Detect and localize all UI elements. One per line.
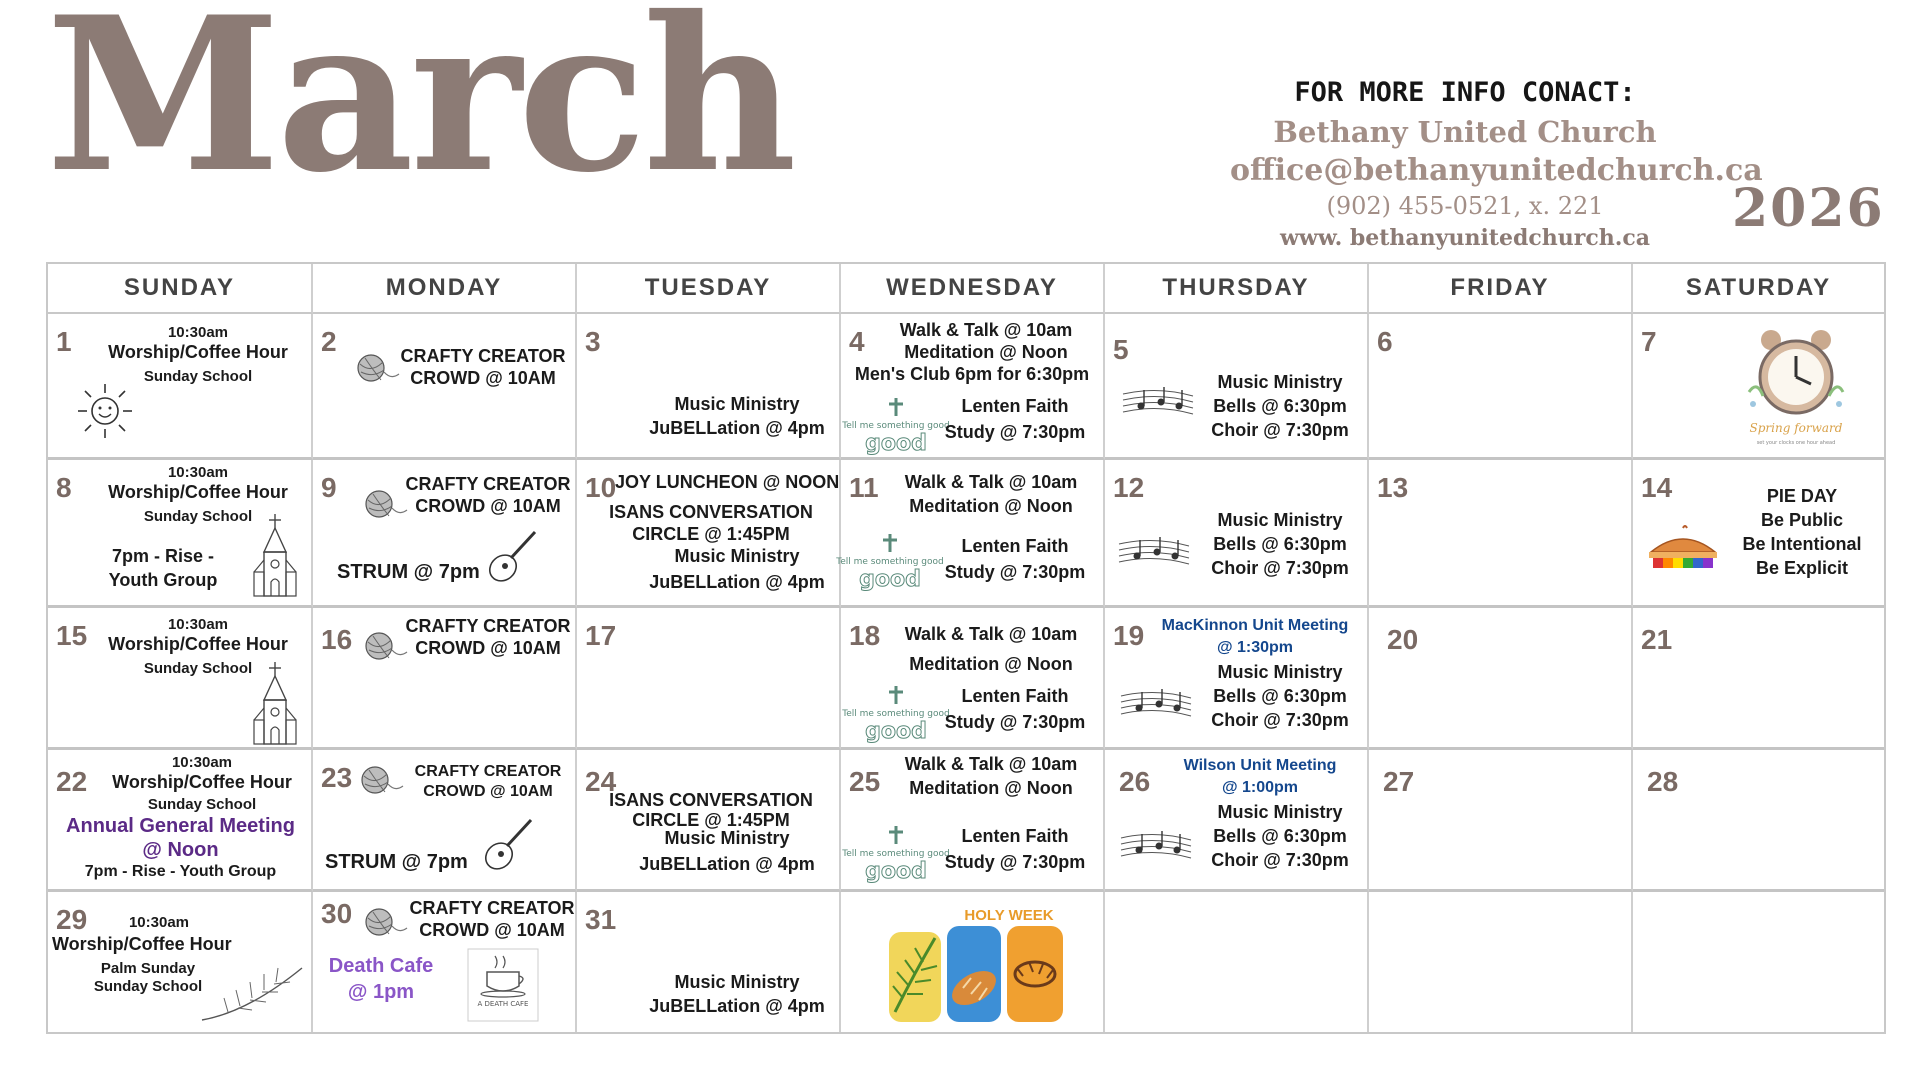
day-cell-12[interactable] bbox=[1105, 460, 1369, 608]
day-cell-22[interactable] bbox=[48, 750, 313, 892]
svg-text:A DEATH CAFE: A DEATH CAFE bbox=[477, 1000, 529, 1008]
day-number: 11 bbox=[849, 472, 879, 503]
event-agm-time: @ Noon bbox=[142, 839, 219, 861]
day-number: 5 bbox=[1113, 334, 1129, 365]
event-time: 10:30am bbox=[171, 754, 233, 771]
alarm-clock-icon bbox=[1741, 322, 1851, 450]
event-time: 10:30am bbox=[167, 616, 229, 633]
day-cell-3[interactable] bbox=[577, 314, 841, 460]
holy-week-icon bbox=[885, 902, 1069, 1026]
event-time: 10:30am bbox=[167, 464, 229, 481]
empty-cell bbox=[1633, 892, 1884, 1032]
event-lenten-faith: Lenten Faith bbox=[961, 826, 1069, 846]
event-unit-meeting: Wilson Unit Meeting bbox=[1183, 757, 1337, 774]
calendar-grid bbox=[46, 262, 1886, 1034]
event-crafty-time: CROWD @ 10AM bbox=[415, 638, 561, 658]
event-pie-day: PIE DAY bbox=[1766, 486, 1838, 506]
event-crafty-creator: CRAFTY CREATOR bbox=[400, 346, 566, 366]
event-crafty-creator: CRAFTY CREATOR bbox=[414, 763, 562, 780]
church-icon bbox=[250, 660, 300, 750]
event-choir: Choir @ 7:30pm bbox=[1211, 558, 1349, 578]
event-jubellation: JuBELLation @ 4pm bbox=[649, 572, 825, 592]
event-crafty-creator: CRAFTY CREATOR bbox=[405, 616, 571, 636]
lenten-logo-icon bbox=[842, 822, 950, 884]
guitar-icon bbox=[481, 816, 537, 874]
svg-text:HOLY WEEK: HOLY WEEK bbox=[964, 907, 1054, 924]
event-be-explicit: Be Explicit bbox=[1755, 558, 1849, 578]
lenten-logo-icon bbox=[836, 530, 944, 592]
day-number: 4 bbox=[849, 326, 865, 357]
day-number: 16 bbox=[321, 624, 353, 655]
contact-phone: (902) 455-0521, x. 221 bbox=[1326, 192, 1604, 220]
svg-text:set your clocks one hour ahead: set your clocks one hour ahead bbox=[1756, 440, 1836, 446]
svg-text:good: good bbox=[865, 859, 927, 884]
day-cell-17[interactable] bbox=[577, 608, 841, 750]
day-cell-10[interactable] bbox=[577, 460, 841, 608]
day-cell-15[interactable] bbox=[48, 608, 313, 750]
event-time: 10:30am bbox=[167, 324, 229, 341]
day-cell-25[interactable] bbox=[841, 750, 1105, 892]
holy-week-cell bbox=[841, 892, 1105, 1032]
event-lenten-faith: Lenten Faith bbox=[961, 536, 1069, 556]
event-crafty-creator: CRAFTY CREATOR bbox=[405, 474, 571, 494]
day-number: 23 bbox=[321, 762, 353, 793]
day-number: 21 bbox=[1641, 624, 1673, 655]
contact-email[interactable]: office@bethanyunitedchurch.ca bbox=[1230, 153, 1763, 188]
event-meditation: Meditation @ Noon bbox=[904, 342, 1068, 362]
event-meditation: Meditation @ Noon bbox=[909, 654, 1073, 674]
day-number: 3 bbox=[585, 326, 601, 357]
event-unit-meeting-time: @ 1:30pm bbox=[1216, 639, 1294, 656]
event-sunday-school: Sunday School bbox=[147, 796, 257, 813]
month-title: March bbox=[46, 0, 793, 219]
day-number: 14 bbox=[1641, 472, 1673, 503]
event-rise-youth: 7pm - Rise - Youth Group bbox=[84, 863, 277, 880]
day-cell-20[interactable] bbox=[1369, 608, 1633, 750]
event-sunday-school: Sunday School bbox=[93, 978, 203, 995]
day-number: 20 bbox=[1387, 624, 1419, 655]
event-worship: Worship/Coffee Hour bbox=[108, 482, 288, 502]
event-crafty-time: CROWD @ 10AM bbox=[415, 496, 561, 516]
event-strum: STRUM @ 7pm bbox=[325, 851, 468, 873]
music-notes-icon bbox=[1121, 384, 1195, 420]
event-bells: Bells @ 6:30pm bbox=[1213, 826, 1347, 846]
event-meditation: Meditation @ Noon bbox=[909, 496, 1073, 516]
event-be-public: Be Public bbox=[1760, 510, 1844, 530]
event-music-ministry: Music Ministry bbox=[674, 546, 800, 566]
event-crafty-creator: CRAFTY CREATOR bbox=[409, 898, 575, 918]
day-cell-28[interactable] bbox=[1633, 750, 1884, 892]
day-cell-8[interactable] bbox=[48, 460, 313, 608]
event-music-ministry: Music Ministry bbox=[674, 972, 800, 992]
yarn-icon bbox=[359, 762, 405, 796]
lenten-logo-icon bbox=[842, 394, 950, 456]
day-cell-5[interactable] bbox=[1105, 314, 1369, 460]
empty-cell bbox=[1369, 892, 1633, 1032]
day-number: 18 bbox=[849, 620, 881, 651]
event-music-ministry: Music Ministry bbox=[1217, 510, 1343, 530]
contact-heading: FOR MORE INFO CONACT: bbox=[1294, 77, 1636, 108]
event-mens-club: Men's Club 6pm for 6:30pm bbox=[854, 364, 1090, 384]
guitar-icon bbox=[485, 528, 541, 586]
weekday-header-sunday: SUNDAY bbox=[48, 264, 313, 314]
weekday-header-monday: MONDAY bbox=[313, 264, 577, 314]
day-number: 26 bbox=[1119, 766, 1151, 797]
event-worship: Worship/Coffee Hour bbox=[108, 342, 288, 362]
day-number: 1 bbox=[56, 326, 72, 357]
weekday-header-tuesday: TUESDAY bbox=[577, 264, 841, 314]
event-unit-meeting-time: @ 1:00pm bbox=[1221, 779, 1299, 796]
day-cell-9[interactable] bbox=[313, 460, 577, 608]
event-sunday-school: Sunday School bbox=[143, 660, 253, 677]
event-bells: Bells @ 6:30pm bbox=[1213, 686, 1347, 706]
event-walk-talk: Walk & Talk @ 10am bbox=[904, 624, 1078, 644]
event-lenten-faith: Lenten Faith bbox=[961, 686, 1069, 706]
day-cell-18[interactable] bbox=[841, 608, 1105, 750]
day-number: 31 bbox=[585, 904, 617, 935]
event-music-ministry: Music Ministry bbox=[664, 828, 790, 848]
day-number: 30 bbox=[321, 898, 353, 929]
event-sunday-school: Sunday School bbox=[143, 508, 253, 525]
day-cell-13[interactable] bbox=[1369, 460, 1633, 608]
event-music-ministry: Music Ministry bbox=[674, 394, 800, 414]
event-death-cafe: Death Cafe bbox=[328, 955, 434, 977]
svg-text:Tell me something good: Tell me something good bbox=[842, 421, 950, 431]
day-number: 7 bbox=[1641, 326, 1657, 357]
svg-text:good: good bbox=[859, 567, 921, 592]
day-number: 27 bbox=[1383, 766, 1415, 797]
svg-text:Tell me something good: Tell me something good bbox=[842, 849, 950, 859]
day-number: 2 bbox=[321, 326, 337, 357]
svg-text:Spring forward: Spring forward bbox=[1749, 421, 1843, 435]
day-number: 13 bbox=[1377, 472, 1409, 503]
event-time: 10:30am bbox=[128, 914, 190, 931]
music-notes-icon bbox=[1117, 534, 1191, 570]
day-number: 25 bbox=[849, 766, 881, 797]
church-icon bbox=[250, 512, 300, 602]
day-number: 10 bbox=[585, 472, 617, 503]
day-number: 15 bbox=[56, 620, 88, 651]
event-walk-talk: Walk & Talk @ 10am bbox=[899, 320, 1073, 340]
event-agm: Annual General Meeting bbox=[66, 815, 295, 837]
svg-text:Tell me something good: Tell me something good bbox=[842, 709, 950, 719]
empty-cell bbox=[1105, 892, 1369, 1032]
event-lenten-study: Study @ 7:30pm bbox=[944, 422, 1086, 442]
event-worship: Worship/Coffee Hour bbox=[108, 634, 288, 654]
event-crafty-time: CROWD @ 10AM bbox=[419, 920, 565, 940]
weekday-header-saturday: SATURDAY bbox=[1633, 264, 1884, 314]
event-music-ministry: Music Ministry bbox=[1217, 802, 1343, 822]
event-lenten-study: Study @ 7:30pm bbox=[944, 712, 1086, 732]
year-label: 2026 bbox=[1732, 178, 1885, 239]
day-number: 17 bbox=[585, 620, 617, 651]
day-number: 24 bbox=[585, 766, 617, 797]
event-music-ministry: Music Ministry bbox=[1217, 372, 1343, 392]
event-rise: 7pm - Rise - bbox=[111, 546, 215, 566]
event-crafty-time: CROWD @ 10AM bbox=[410, 368, 556, 388]
event-sunday-school: Sunday School bbox=[143, 368, 253, 385]
event-walk-talk: Walk & Talk @ 10am bbox=[904, 472, 1078, 492]
coffee-cup-icon bbox=[467, 948, 539, 1022]
contact-block bbox=[1230, 74, 1763, 254]
event-be-intentional: Be Intentional bbox=[1742, 534, 1862, 554]
event-bells: Bells @ 6:30pm bbox=[1213, 396, 1347, 416]
event-jubellation: JuBELLation @ 4pm bbox=[649, 996, 825, 1016]
day-cell-29[interactable] bbox=[48, 892, 313, 1032]
day-cell-11[interactable] bbox=[836, 460, 1105, 608]
svg-text:good: good bbox=[865, 719, 927, 744]
yarn-icon bbox=[363, 904, 409, 938]
contact-website[interactable]: www. bethanyunitedchurch.ca bbox=[1279, 225, 1651, 251]
music-notes-icon bbox=[1119, 686, 1193, 722]
day-number: 19 bbox=[1113, 620, 1145, 651]
day-cell-27[interactable] bbox=[1369, 750, 1633, 892]
event-crafty-time: CROWD @ 10AM bbox=[423, 783, 553, 800]
event-lenten-study: Study @ 7:30pm bbox=[944, 852, 1086, 872]
day-cell-30[interactable] bbox=[313, 892, 577, 1032]
event-lenten-study: Study @ 7:30pm bbox=[944, 562, 1086, 582]
event-isans: ISANS CONVERSATION bbox=[609, 502, 813, 522]
day-cell-14[interactable] bbox=[1633, 460, 1884, 608]
event-walk-talk: Walk & Talk @ 10am bbox=[904, 754, 1078, 774]
day-cell-31[interactable] bbox=[577, 892, 841, 1032]
event-jubellation: JuBELLation @ 4pm bbox=[649, 418, 825, 438]
day-number: 6 bbox=[1377, 326, 1393, 357]
day-number: 9 bbox=[321, 472, 337, 503]
event-choir: Choir @ 7:30pm bbox=[1211, 420, 1349, 440]
event-strum: STRUM @ 7pm bbox=[337, 561, 480, 583]
event-worship: Worship/Coffee Hour bbox=[112, 772, 292, 792]
event-choir: Choir @ 7:30pm bbox=[1211, 850, 1349, 870]
event-jubellation: JuBELLation @ 4pm bbox=[639, 854, 815, 874]
event-isans: ISANS CONVERSATION bbox=[609, 790, 813, 810]
event-isans-time: CIRCLE @ 1:45PM bbox=[632, 810, 790, 830]
church-name: Bethany United Church bbox=[1273, 115, 1657, 149]
day-cell-21[interactable] bbox=[1633, 608, 1884, 750]
day-cell-2[interactable] bbox=[313, 314, 577, 460]
event-music-ministry: Music Ministry bbox=[1217, 662, 1343, 682]
day-cell-16[interactable] bbox=[313, 608, 577, 750]
day-number: 22 bbox=[56, 766, 88, 797]
day-cell-1[interactable] bbox=[48, 314, 313, 460]
music-notes-icon bbox=[1119, 828, 1193, 864]
day-cell-7[interactable] bbox=[1633, 314, 1884, 460]
day-number: 12 bbox=[1113, 472, 1145, 503]
event-isans-time: CIRCLE @ 1:45PM bbox=[632, 524, 790, 544]
lenten-logo-icon bbox=[842, 682, 950, 744]
event-worship: Worship/Coffee Hour bbox=[52, 934, 232, 954]
day-cell-24[interactable] bbox=[577, 750, 841, 892]
weekday-header-wednesday: WEDNESDAY bbox=[841, 264, 1105, 314]
day-cell-19[interactable] bbox=[1105, 608, 1369, 750]
event-lenten-faith: Lenten Faith bbox=[961, 396, 1069, 416]
day-number: 8 bbox=[56, 472, 72, 503]
day-cell-4[interactable] bbox=[841, 314, 1105, 460]
pie-icon bbox=[1643, 522, 1723, 578]
event-joy-luncheon: JOY LUNCHEON @ NOON bbox=[615, 472, 840, 492]
weekday-header-thursday: THURSDAY bbox=[1105, 264, 1369, 314]
day-number: 28 bbox=[1647, 766, 1679, 797]
weekday-header-friday: FRIDAY bbox=[1369, 264, 1633, 314]
event-meditation: Meditation @ Noon bbox=[909, 778, 1073, 798]
event-choir: Choir @ 7:30pm bbox=[1211, 710, 1349, 730]
event-bells: Bells @ 6:30pm bbox=[1213, 534, 1347, 554]
svg-text:Tell me something good: Tell me something good bbox=[836, 557, 944, 567]
day-number: 29 bbox=[56, 904, 88, 935]
day-cell-6[interactable] bbox=[1369, 314, 1633, 460]
svg-text:good: good bbox=[865, 431, 927, 456]
event-palm-sunday: Palm Sunday bbox=[100, 960, 196, 977]
event-unit-meeting: MacKinnon Unit Meeting bbox=[1161, 617, 1349, 634]
event-youth-group: Youth Group bbox=[108, 570, 218, 590]
day-cell-26[interactable] bbox=[1105, 750, 1369, 892]
day-cell-23[interactable] bbox=[313, 750, 577, 892]
event-death-cafe-time: @ 1pm bbox=[347, 981, 415, 1003]
palm-leaf-icon bbox=[198, 962, 308, 1024]
sun-icon bbox=[76, 382, 134, 440]
